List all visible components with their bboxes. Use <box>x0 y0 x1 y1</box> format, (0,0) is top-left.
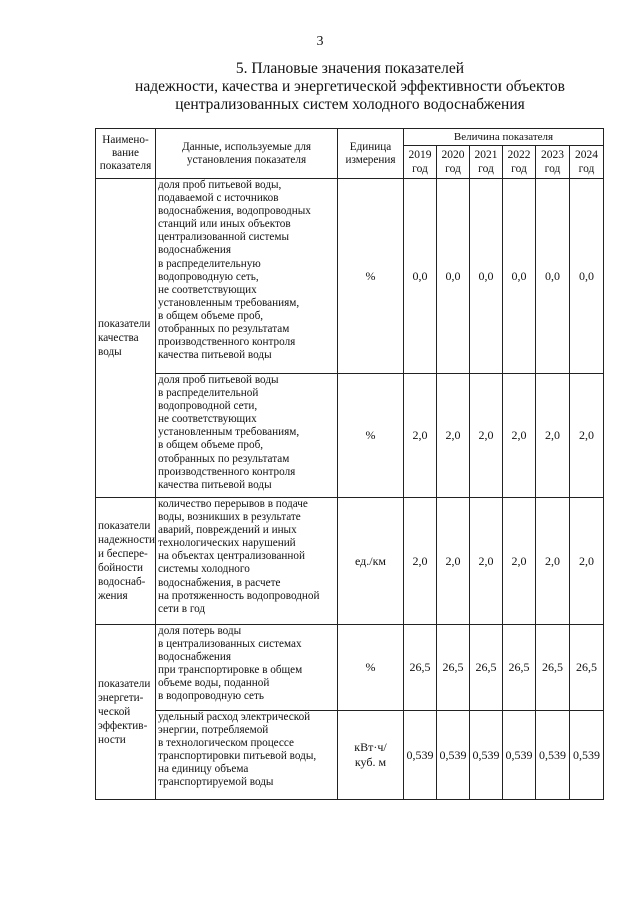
text-line: и беспере- <box>98 548 148 560</box>
text-line: бойности <box>98 562 143 574</box>
text-line: измерения <box>345 153 396 166</box>
text-line: объеме воды, поданной <box>158 677 270 690</box>
indicator-group-name <box>96 179 156 498</box>
value-cell: 2,0 <box>470 498 503 625</box>
text-line: отобранных по результатам <box>158 323 290 336</box>
text-line: подаваемой с источников <box>158 192 279 205</box>
text-line: % <box>365 268 376 283</box>
text-line: куб. м <box>354 755 387 769</box>
indicator-description <box>156 625 338 711</box>
text-line: в общем объеме проб, <box>158 309 264 322</box>
text-line: энергии, потребляемой <box>158 724 269 737</box>
header-year <box>536 146 570 179</box>
table-row <box>96 498 604 625</box>
text-line: в распределительную <box>158 257 261 270</box>
value-cell: 2,0 <box>470 374 503 498</box>
text-line: технологических нарушений <box>158 537 296 550</box>
indicator-description <box>156 374 338 498</box>
text-line: установленным требованиям, <box>158 296 300 309</box>
text-line: показатели <box>98 318 151 330</box>
header-name <box>96 129 156 179</box>
indicator-group-name <box>96 498 156 625</box>
header-value-caption: Величина показателя <box>404 129 604 146</box>
value-cell: 2,0 <box>536 374 570 498</box>
text-line: эффектив- <box>98 720 148 732</box>
text-line: воды <box>98 346 122 358</box>
text-line: Данные, используемые для <box>181 140 312 153</box>
text-line: отобранных по результатам <box>158 452 290 465</box>
text-line: сети в год <box>158 602 206 615</box>
text-line: централизованной системы <box>158 231 289 244</box>
value-cell: 0,539 <box>404 711 437 800</box>
text-line: при транспортировке в общем <box>158 664 303 677</box>
value-cell: 0,539 <box>437 711 470 800</box>
header-unit <box>338 129 404 179</box>
text-line: в общем объеме проб, <box>158 439 264 452</box>
text-line: Единица <box>349 140 392 153</box>
text-line: на объектах централизованной <box>158 550 305 563</box>
header-year <box>470 146 503 179</box>
text-line: производственного контроля <box>158 465 296 478</box>
text-line: на единицу объема <box>158 763 249 776</box>
value-cell: 2,0 <box>503 374 536 498</box>
text-line: станций или иных объектов <box>158 218 291 231</box>
text-line: год <box>412 163 428 175</box>
table-row <box>96 374 604 498</box>
header-year <box>437 146 470 179</box>
text-line: удельный расход электрической <box>158 711 311 723</box>
value-cell: 2,0 <box>570 498 604 625</box>
text-line: показателя <box>99 160 152 172</box>
text-line: в технологическом процессе <box>158 737 294 750</box>
text-line: водоснабжения, в расчете <box>158 576 281 589</box>
indicator-unit <box>338 625 404 711</box>
title-line: 5. Плановые значения показателей <box>235 60 465 77</box>
value-cell: 0,539 <box>570 711 604 800</box>
value-cell: 0,0 <box>437 179 470 374</box>
value-cell: 26,5 <box>570 625 604 711</box>
value-cell: 26,5 <box>437 625 470 711</box>
text-line: % <box>365 428 376 442</box>
text-line: 2020 <box>441 149 465 161</box>
value-cell: 26,5 <box>503 625 536 711</box>
text-line: жения <box>98 590 128 602</box>
header-year <box>570 146 604 179</box>
table-row <box>96 179 604 374</box>
value-cell: 2,0 <box>404 374 437 498</box>
indicator-description <box>156 498 338 625</box>
text-line: 2024 <box>575 149 598 161</box>
table-row <box>96 625 604 711</box>
text-line: ности <box>98 734 126 746</box>
text-line: доля проб питьевой воды <box>158 374 279 386</box>
indicator-unit <box>338 374 404 498</box>
value-cell: 0,0 <box>570 179 604 374</box>
text-line: установления показателя <box>186 153 307 166</box>
value-cell: 2,0 <box>437 374 470 498</box>
text-line: показатели <box>98 678 151 690</box>
text-line: на протяженность водопроводной <box>158 589 320 602</box>
text-line: аварий, повреждений и иных <box>158 524 297 537</box>
text-line: доля потерь воды <box>158 625 242 637</box>
value-cell: 0,0 <box>404 179 437 374</box>
indicator-unit <box>338 711 404 800</box>
text-line: доля проб питьевой воды, <box>158 179 282 191</box>
value-cell: 0,0 <box>536 179 570 374</box>
text-line: качества <box>98 332 139 344</box>
value-cell: 0,0 <box>503 179 536 374</box>
text-line: количество перерывов в подаче <box>158 498 308 510</box>
indicator-group-name <box>96 625 156 800</box>
page-number: 3 <box>316 34 324 49</box>
text-line: производственного контроля <box>158 336 296 349</box>
text-line: 2021 <box>474 149 498 161</box>
text-line: ческой <box>98 706 131 718</box>
indicator-unit <box>338 498 404 625</box>
text-line: воды, возникших в результате <box>158 511 301 524</box>
text-line: качества питьевой воды <box>158 478 272 491</box>
text-line: качества питьевой воды <box>158 349 272 362</box>
text-line: водоснабжения, водопроводных <box>158 205 311 218</box>
indicator-description <box>156 711 338 800</box>
text-line: энергети- <box>98 692 144 704</box>
text-line: в распределительной <box>158 387 259 400</box>
text-line: в водопроводную сеть <box>158 690 264 703</box>
text-line: транспортируемой воды <box>158 776 274 789</box>
header-data <box>156 129 338 179</box>
text-line: не соответствующих <box>158 283 257 296</box>
value-cell: 2,0 <box>570 374 604 498</box>
text-line: год <box>578 163 595 175</box>
header-year <box>503 146 536 179</box>
text-line: кВт·ч/ <box>354 740 387 754</box>
text-line: транспортировки питьевой воды, <box>158 750 317 763</box>
value-cell: 2,0 <box>437 498 470 625</box>
text-line: водоснабжения <box>158 244 232 257</box>
page-title <box>100 60 600 114</box>
text-line: установленным требованиям, <box>158 426 300 439</box>
text-line: год <box>544 163 561 175</box>
value-cell: 26,5 <box>404 625 437 711</box>
text-line: 2023 <box>541 149 564 161</box>
text-line: ед./км <box>354 553 387 568</box>
text-line: водоснабжения <box>158 651 232 664</box>
table-row <box>96 711 604 800</box>
text-line: не соответствующих <box>158 413 257 426</box>
text-line: 2022 <box>507 149 531 161</box>
text-line: водопроводной сети, <box>158 400 258 413</box>
text-line: водопроводную сеть, <box>158 270 259 283</box>
value-cell: 26,5 <box>536 625 570 711</box>
value-cell: 0,0 <box>470 179 503 374</box>
title-line: надежности, качества и энергетической эффективности объектов <box>135 78 565 95</box>
value-cell: 2,0 <box>536 498 570 625</box>
text-line: в централизованных системах <box>158 638 302 651</box>
value-cell: 0,539 <box>470 711 503 800</box>
text-line: вание <box>111 147 140 159</box>
text-line: системы холодного <box>158 563 250 576</box>
title-line: централизованных систем холодного водоснабжения <box>175 96 525 113</box>
text-line: год <box>478 163 494 175</box>
value-cell: 0,539 <box>536 711 570 800</box>
text-line: год <box>511 163 527 175</box>
indicators-table <box>95 128 604 800</box>
text-line: % <box>365 660 376 674</box>
text-line: 2019 <box>408 149 432 161</box>
value-cell: 2,0 <box>404 498 437 625</box>
value-cell: 0,539 <box>503 711 536 800</box>
header-year <box>404 146 437 179</box>
indicator-unit <box>338 179 404 374</box>
indicator-description <box>156 179 338 374</box>
value-cell: 2,0 <box>503 498 536 625</box>
text-line: показатели <box>98 520 151 532</box>
text-line: Наимено- <box>102 134 149 146</box>
text-line: год <box>445 163 461 175</box>
value-cell: 26,5 <box>470 625 503 711</box>
text-line: водоснаб- <box>98 576 146 588</box>
text-line: надежности <box>98 534 156 546</box>
